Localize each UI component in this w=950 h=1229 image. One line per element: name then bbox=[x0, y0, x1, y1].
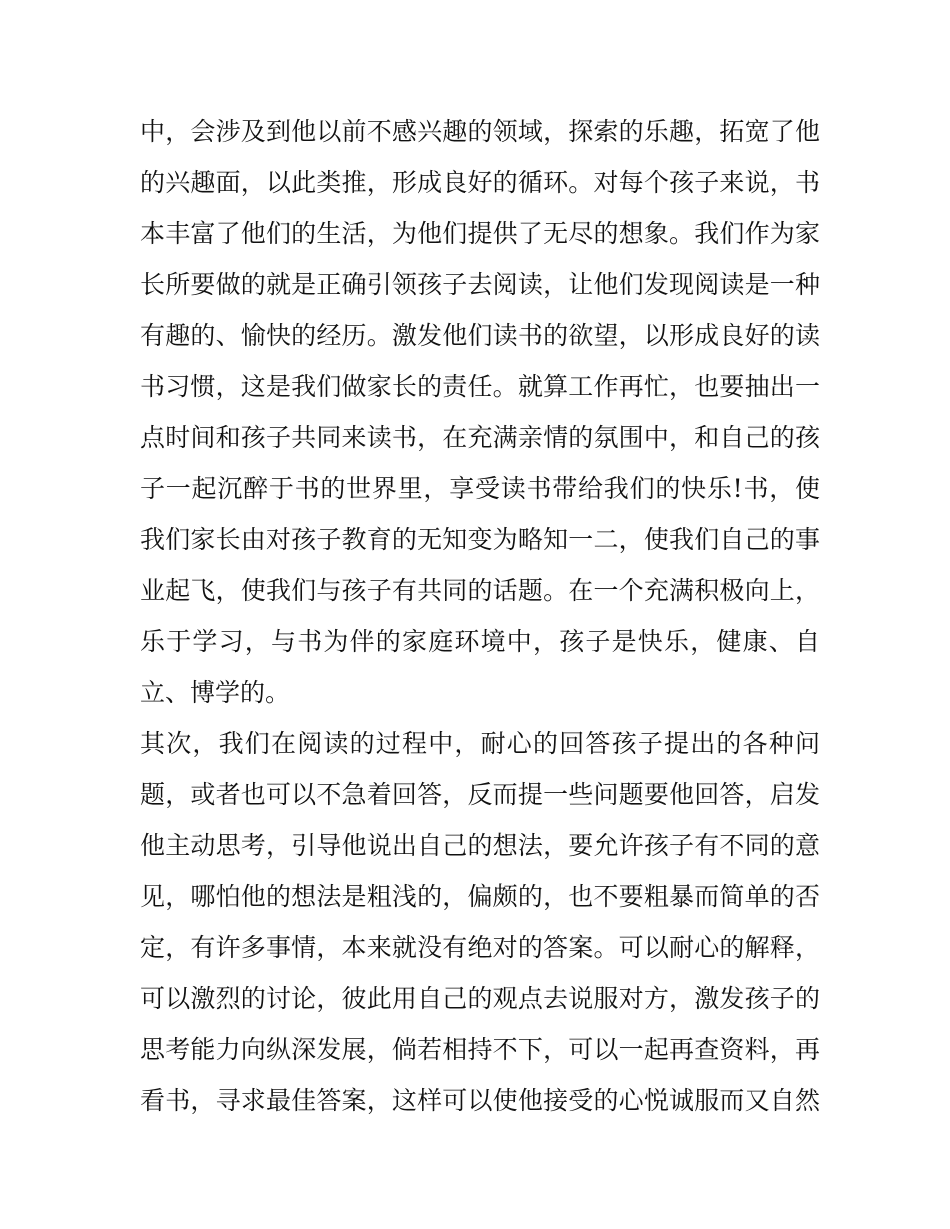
text-line: 的兴趣面，以此类推，形成良好的循环。对每个孩子来说，书 bbox=[140, 168, 820, 197]
text-line: 子一起沉醉于书的世界里，享受读书带给我们的快乐!书，使 bbox=[140, 474, 820, 503]
document-body bbox=[140, 106, 820, 1126]
text-line: 乐于学习，与书为伴的家庭环境中，孩子是快乐，健康、自 bbox=[140, 627, 820, 656]
paragraph bbox=[140, 106, 820, 718]
text-line: 业起飞，使我们与孩子有共同的话题。在一个充满积极向上， bbox=[140, 576, 820, 605]
text-line: 长所要做的就是正确引领孩子去阅读，让他们发现阅读是一种 bbox=[140, 270, 820, 299]
text-line: 题，或者也可以不急着回答，反而提一些问题要他回答，启发 bbox=[140, 780, 820, 809]
text-line: 思考能力向纵深发展，倘若相持不下，可以一起再查资料，再 bbox=[140, 1035, 820, 1064]
paragraph bbox=[140, 718, 820, 1126]
text-line: 点时间和孩子共同来读书，在充满亲情的氛围中，和自己的孩 bbox=[140, 423, 820, 452]
text-line: 其次，我们在阅读的过程中，耐心的回答孩子提出的各种问 bbox=[140, 729, 820, 758]
text-line: 中，会涉及到他以前不感兴趣的领域，探索的乐趣，拓宽了他 bbox=[140, 117, 820, 146]
text-line: 立、博学的。 bbox=[140, 678, 291, 707]
text-line: 看书，寻求最佳答案，这样可以使他接受的心悦诚服而又自然 bbox=[140, 1086, 820, 1115]
text-line: 书习惯，这是我们做家长的责任。就算工作再忙，也要抽出一 bbox=[140, 372, 820, 401]
text-line: 定，有许多事情，本来就没有绝对的答案。可以耐心的解释， bbox=[140, 933, 820, 962]
text-line: 有趣的、愉快的经历。激发他们读书的欲望，以形成良好的读 bbox=[140, 321, 820, 350]
text-line: 可以激烈的讨论，彼此用自己的观点去说服对方，激发孩子的 bbox=[140, 984, 820, 1013]
text-line: 见，哪怕他的想法是粗浅的，偏颇的，也不要粗暴而简单的否 bbox=[140, 882, 820, 911]
text-line: 本丰富了他们的生活，为他们提供了无尽的想象。我们作为家 bbox=[140, 219, 820, 248]
text-line: 我们家长由对孩子教育的无知变为略知一二，使我们自己的事 bbox=[140, 525, 820, 554]
text-line: 他主动思考，引导他说出自己的想法，要允许孩子有不同的意 bbox=[140, 831, 820, 860]
